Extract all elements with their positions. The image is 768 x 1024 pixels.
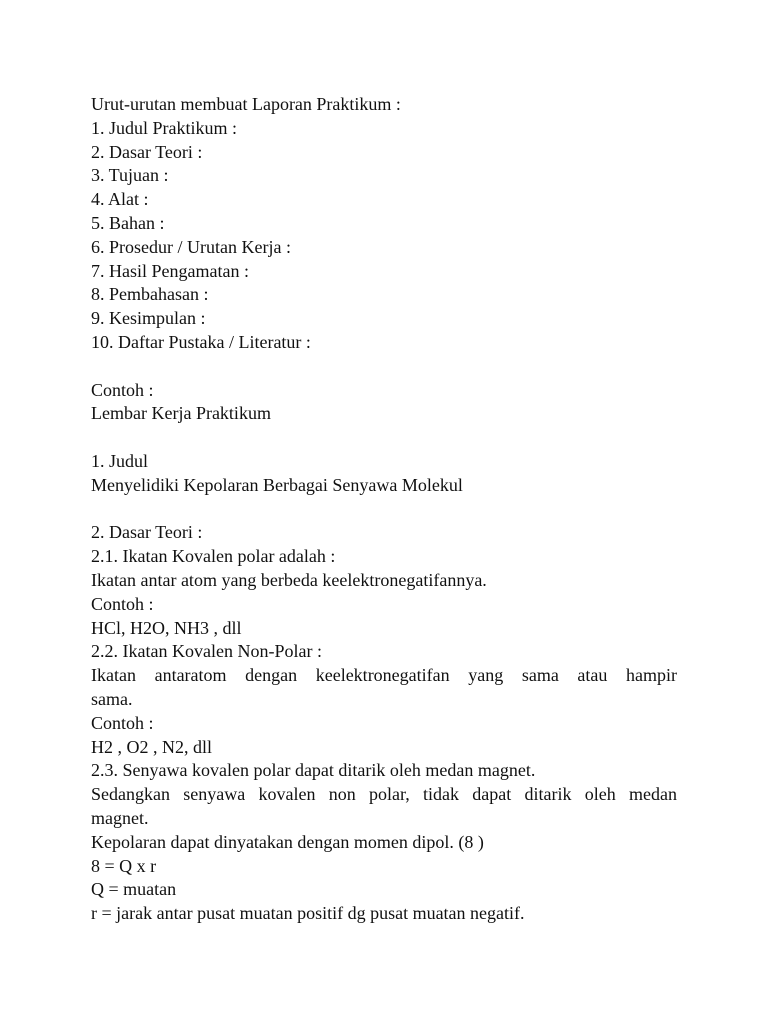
subsection-2-2-example: H2 , O2 , N2, dll [91, 736, 212, 757]
subsection-2-1-example: HCl, H2O, NH3 , dll [91, 617, 242, 638]
spacer [91, 426, 677, 450]
subsection-2-2-text-line2: sama. [91, 688, 133, 709]
subsection-2-1-text: Ikatan antar atom yang berbeda keelektronegatifannya. [91, 569, 487, 590]
r-definition: r = jarak antar pusat muatan positif dg pusat muatan negatif. [91, 903, 525, 924]
intro-heading: Urut-urutan membuat Laporan Praktikum : [91, 94, 401, 114]
subsection-2-2-heading: 2.2. Ikatan Kovalen Non-Polar : [91, 641, 322, 662]
list-item: 2. Dasar Teori : [91, 141, 203, 162]
subsection-2-3-line1: 2.3. Senyawa kovalen polar dapat ditarik oleh medan magnet. [91, 760, 536, 781]
list-item: 7. Hasil Pengamatan : [91, 260, 249, 281]
subsection-2-2-text-line1: Ikatan antaratom dengan keelektronegatifan yang sama atau hampir [91, 665, 677, 686]
subsection-2-2-example-label: Contoh : [91, 712, 154, 733]
subsection-2-3-line2a: Sedangkan senyawa kovalen non polar, tidak dapat ditarik oleh medan [91, 784, 677, 805]
q-definition: Q = muatan [91, 879, 177, 900]
list-item: 6. Prosedur / Urutan Kerja : [91, 236, 291, 257]
dipole-formula: 8 = Q x r [91, 855, 157, 876]
section1-title: Menyelidiki Kepolaran Berbagai Senyawa Molekul [91, 474, 463, 495]
list-item: 10. Daftar Pustaka / Literatur : [91, 331, 311, 352]
section2-heading: 2. Dasar Teori : [91, 522, 203, 543]
worksheet-title: Lembar Kerja Praktikum [91, 403, 271, 424]
example-label: Contoh : [91, 379, 154, 400]
steps-list [91, 117, 677, 355]
subsection-2-3-line2b: magnet. [91, 807, 149, 828]
subsection-2-3-line3: Kepolaran dapat dinyatakan dengan momen dipol. (8 ) [91, 831, 484, 852]
list-item: 8. Pembahasan : [91, 284, 209, 305]
section1-heading: 1. Judul [91, 450, 149, 471]
list-item: 9. Kesimpulan : [91, 308, 206, 329]
subsection-2-1-example-label: Contoh : [91, 593, 154, 614]
spacer [91, 498, 677, 522]
subsection-2-1-heading: 2.1. Ikatan Kovalen polar adalah : [91, 546, 336, 567]
list-item: 5. Bahan : [91, 212, 165, 233]
list-item: 4. Alat : [91, 189, 149, 210]
list-item: 3. Tujuan : [91, 165, 169, 186]
list-item: 1. Judul Praktikum : [91, 117, 238, 138]
spacer [91, 355, 677, 379]
